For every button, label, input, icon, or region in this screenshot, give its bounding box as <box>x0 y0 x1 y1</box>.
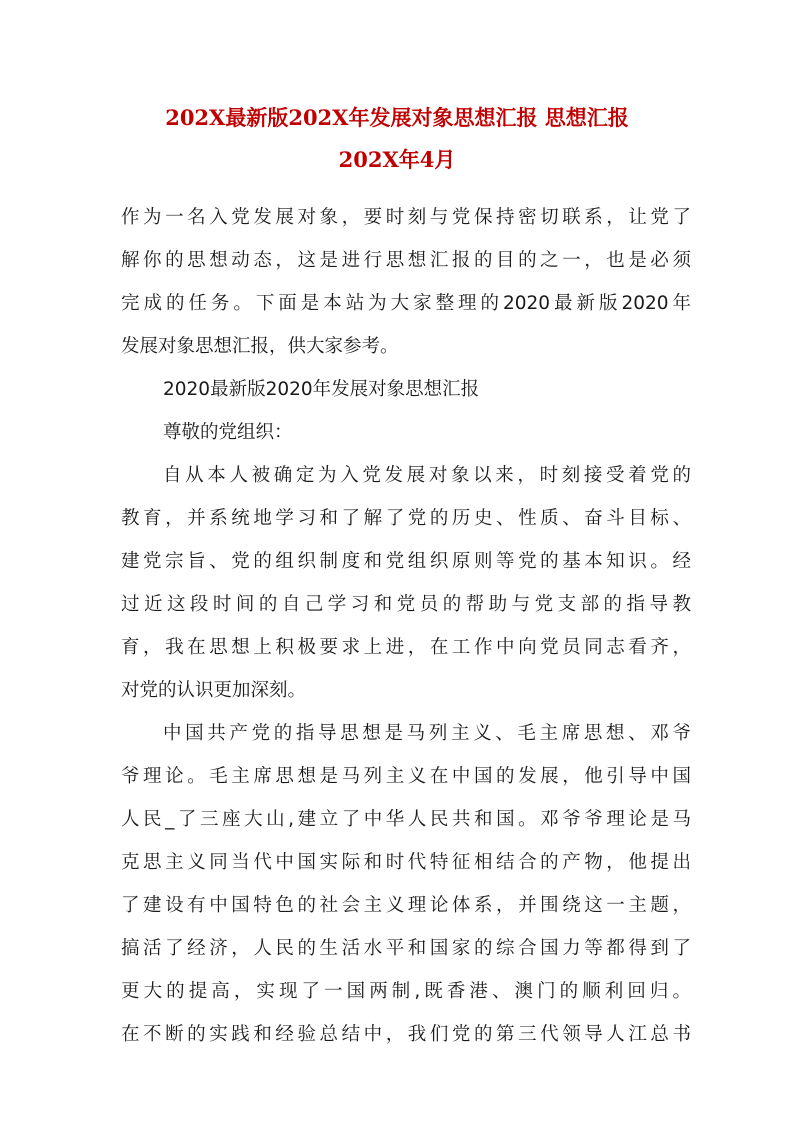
paragraph-line: 了建设有中国特色的社会主义理论体系，并围绕这一主题， <box>121 895 691 916</box>
paragraph-line: 育，我在思想上积极要求上进，在工作中向党员同志看齐， <box>121 637 691 658</box>
paragraph-line: 教育，并系统地学习和了解了党的历史、性质、奋斗目标、 <box>121 508 691 529</box>
paragraph-line: 在不断的实践和经验总结中，我们党的第三代领导人江总书 <box>121 1024 691 1045</box>
document-title: 202X最新版202X年发展对象思想汇报 思想汇报 <box>165 105 629 130</box>
paragraph-line: 解你的思想动态，这是进行思想汇报的目的之一，也是必须 <box>121 250 691 271</box>
paragraph-line: 人民_了三座大山,建立了中华人民共和国。邓爷爷理论是马 <box>121 809 691 830</box>
paragraph-line: 自从本人被确定为入党发展对象以来，时刻接受着党的 <box>163 465 691 486</box>
paragraph-line: 发展对象思想汇报，供大家参考。 <box>121 336 399 357</box>
paragraph-line: 对党的认识更加深刻。 <box>121 680 307 701</box>
paragraph-line: 更大的提高，实现了一国两制,既香港、澳门的顺利回归。 <box>121 981 691 1002</box>
paragraph-line: 爷理论。毛主席思想是马列主义在中国的发展，他引导中国 <box>121 766 691 787</box>
paragraph-line: 中国共产党的指导思想是马列主义、毛主席思想、邓爷 <box>163 723 691 744</box>
paragraph-line: 过近这段时间的自己学习和党员的帮助与党支部的指导教 <box>121 594 691 615</box>
paragraph-line: 建党宗旨、党的组织制度和党组织原则等党的基本知识。经 <box>121 551 691 572</box>
paragraph-line: 作为一名入党发展对象，要时刻与党保持密切联系，让党了 <box>121 207 691 228</box>
salutation: 尊敬的党组织： <box>163 422 293 443</box>
paragraph-line: 克思主义同当代中国实际和时代特征相结合的产物，他提出 <box>121 852 691 873</box>
report-heading: 2020最新版2020年发展对象思想汇报 <box>163 379 480 400</box>
document-date: 202X年4月 <box>338 147 456 172</box>
paragraph-line: 搞活了经济，人民的生活水平和国家的综合国力等都得到了 <box>121 938 691 959</box>
paragraph-line: 完成的任务。下面是本站为大家整理的2020最新版2020年 <box>121 293 691 314</box>
